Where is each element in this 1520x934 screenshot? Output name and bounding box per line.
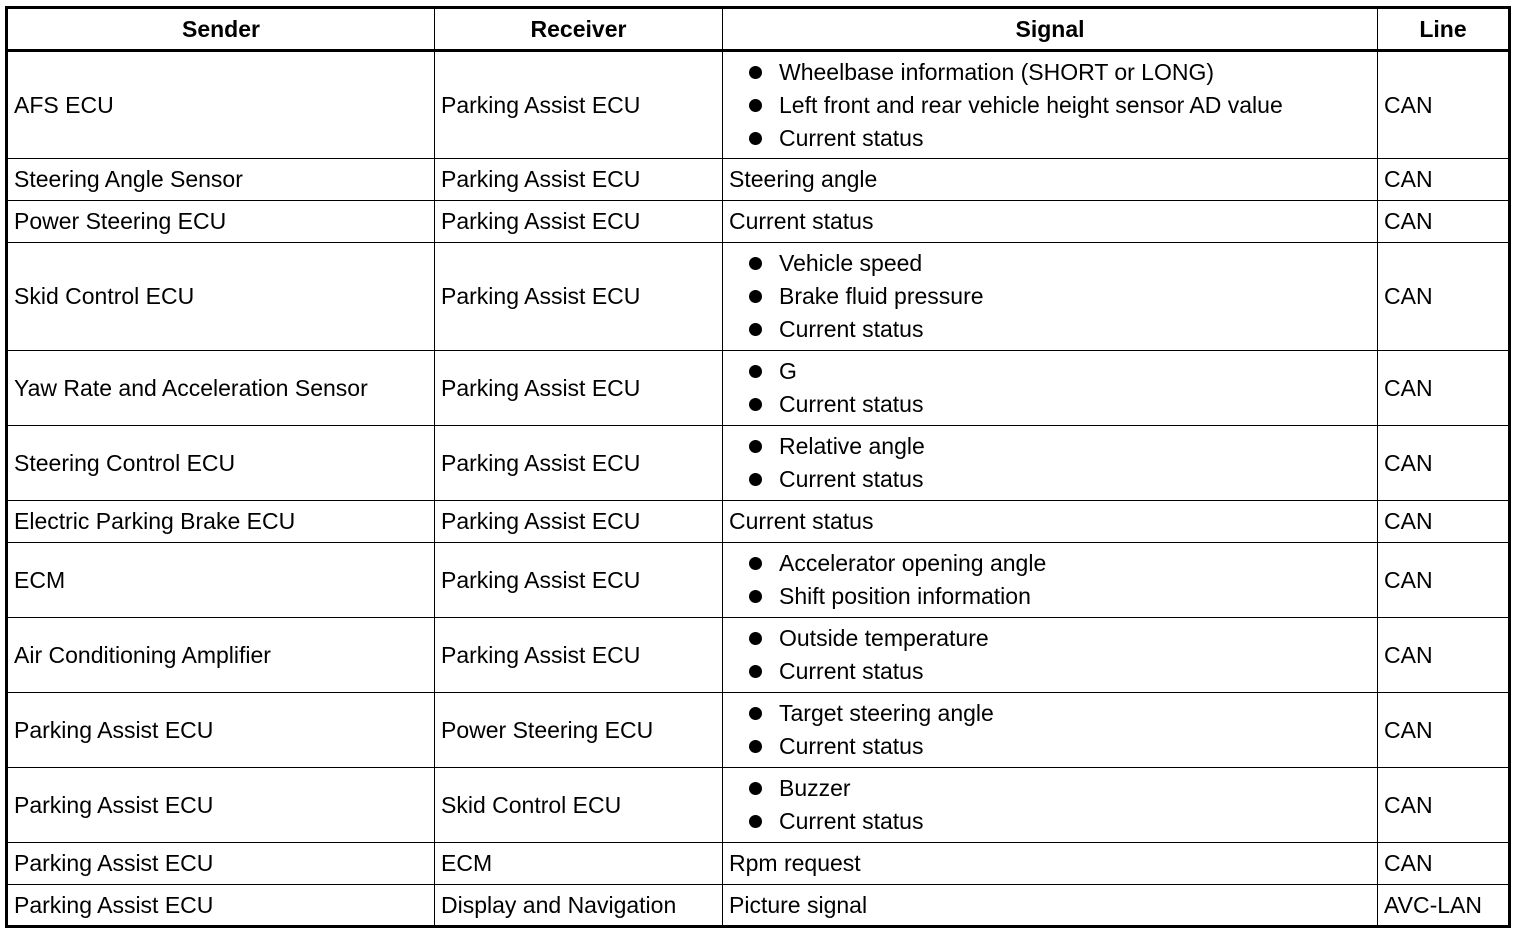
receiver-cell: Parking Assist ECU bbox=[435, 243, 723, 351]
receiver-cell: Parking Assist ECU bbox=[435, 51, 723, 159]
line-cell: CAN bbox=[1378, 501, 1510, 543]
line-cell: CAN bbox=[1378, 51, 1510, 159]
header-row bbox=[7, 8, 1510, 51]
line-cell: CAN bbox=[1378, 843, 1510, 885]
signal-list-item: Current status bbox=[749, 388, 1377, 421]
signal-list bbox=[729, 56, 1377, 155]
sender-cell: AFS ECU bbox=[7, 51, 435, 159]
signal-list-item: Current status bbox=[749, 805, 1377, 838]
signal-list-item: Target steering angle bbox=[749, 697, 1377, 730]
signal-list bbox=[729, 697, 1377, 763]
sender-cell: Power Steering ECU bbox=[7, 201, 435, 243]
signal-list bbox=[729, 622, 1377, 688]
table-row bbox=[7, 543, 1510, 618]
header-receiver: Receiver bbox=[435, 8, 723, 51]
line-cell: CAN bbox=[1378, 618, 1510, 693]
receiver-cell: Parking Assist ECU bbox=[435, 159, 723, 201]
signal-list-item: G bbox=[749, 355, 1377, 388]
signal-list-item: Accelerator opening angle bbox=[749, 547, 1377, 580]
signal-cell bbox=[723, 426, 1378, 501]
signal-list-item: Outside temperature bbox=[749, 622, 1377, 655]
receiver-cell: Parking Assist ECU bbox=[435, 618, 723, 693]
header-sender: Sender bbox=[7, 8, 435, 51]
signal-cell: Current status bbox=[723, 201, 1378, 243]
sender-cell: Steering Control ECU bbox=[7, 426, 435, 501]
sender-cell: Yaw Rate and Acceleration Sensor bbox=[7, 351, 435, 426]
table-body bbox=[7, 51, 1510, 927]
signal-list-item: Current status bbox=[749, 730, 1377, 763]
receiver-cell: Parking Assist ECU bbox=[435, 351, 723, 426]
signal-list-item: Buzzer bbox=[749, 772, 1377, 805]
table-row bbox=[7, 693, 1510, 768]
signal-list-item: Vehicle speed bbox=[749, 247, 1377, 280]
signal-list bbox=[729, 772, 1377, 838]
signal-list-item: Current status bbox=[749, 463, 1377, 496]
signal-cell bbox=[723, 351, 1378, 426]
signal-list-item: Wheelbase information (SHORT or LONG) bbox=[749, 56, 1377, 89]
signal-cell: Rpm request bbox=[723, 843, 1378, 885]
table-row bbox=[7, 618, 1510, 693]
signal-cell bbox=[723, 543, 1378, 618]
line-cell: CAN bbox=[1378, 768, 1510, 843]
signal-cell: Current status bbox=[723, 501, 1378, 543]
receiver-cell: Display and Navigation bbox=[435, 885, 723, 927]
signal-list-item: Current status bbox=[749, 122, 1377, 155]
table-row bbox=[7, 768, 1510, 843]
line-cell: CAN bbox=[1378, 426, 1510, 501]
signal-cell bbox=[723, 618, 1378, 693]
line-cell: CAN bbox=[1378, 351, 1510, 426]
sender-cell: Electric Parking Brake ECU bbox=[7, 501, 435, 543]
line-cell: CAN bbox=[1378, 543, 1510, 618]
table-row bbox=[7, 351, 1510, 426]
signal-list bbox=[729, 247, 1377, 346]
signal-cell: Steering angle bbox=[723, 159, 1378, 201]
signal-list-item: Current status bbox=[749, 655, 1377, 688]
table-row bbox=[7, 426, 1510, 501]
line-cell: AVC-LAN bbox=[1378, 885, 1510, 927]
receiver-cell: Parking Assist ECU bbox=[435, 501, 723, 543]
table-header bbox=[7, 8, 1510, 51]
signal-table-container bbox=[5, 6, 1511, 928]
signal-list-item: Shift position information bbox=[749, 580, 1377, 613]
receiver-cell: Parking Assist ECU bbox=[435, 201, 723, 243]
sender-cell: Parking Assist ECU bbox=[7, 843, 435, 885]
signal-list-item: Brake fluid pressure bbox=[749, 280, 1377, 313]
signal-list bbox=[729, 355, 1377, 421]
header-line: Line bbox=[1378, 8, 1510, 51]
signal-table bbox=[5, 6, 1511, 928]
signal-cell bbox=[723, 243, 1378, 351]
receiver-cell: ECM bbox=[435, 843, 723, 885]
table-row bbox=[7, 201, 1510, 243]
signal-cell bbox=[723, 768, 1378, 843]
table-row bbox=[7, 885, 1510, 927]
sender-cell: Parking Assist ECU bbox=[7, 885, 435, 927]
signal-list-item: Current status bbox=[749, 313, 1377, 346]
table-row bbox=[7, 501, 1510, 543]
receiver-cell: Parking Assist ECU bbox=[435, 543, 723, 618]
signal-list bbox=[729, 430, 1377, 496]
sender-cell: ECM bbox=[7, 543, 435, 618]
table-row bbox=[7, 159, 1510, 201]
table-row bbox=[7, 843, 1510, 885]
sender-cell: Steering Angle Sensor bbox=[7, 159, 435, 201]
line-cell: CAN bbox=[1378, 201, 1510, 243]
signal-list-item: Left front and rear vehicle height sensor AD value bbox=[749, 89, 1377, 122]
line-cell: CAN bbox=[1378, 243, 1510, 351]
table-row bbox=[7, 51, 1510, 159]
receiver-cell: Parking Assist ECU bbox=[435, 426, 723, 501]
signal-list bbox=[729, 547, 1377, 613]
receiver-cell: Skid Control ECU bbox=[435, 768, 723, 843]
receiver-cell: Power Steering ECU bbox=[435, 693, 723, 768]
line-cell: CAN bbox=[1378, 693, 1510, 768]
sender-cell: Parking Assist ECU bbox=[7, 768, 435, 843]
line-cell: CAN bbox=[1378, 159, 1510, 201]
sender-cell: Parking Assist ECU bbox=[7, 693, 435, 768]
sender-cell: Air Conditioning Amplifier bbox=[7, 618, 435, 693]
signal-cell: Picture signal bbox=[723, 885, 1378, 927]
signal-cell bbox=[723, 693, 1378, 768]
table-row bbox=[7, 243, 1510, 351]
signal-cell bbox=[723, 51, 1378, 159]
sender-cell: Skid Control ECU bbox=[7, 243, 435, 351]
signal-list-item: Relative angle bbox=[749, 430, 1377, 463]
header-signal: Signal bbox=[723, 8, 1378, 51]
